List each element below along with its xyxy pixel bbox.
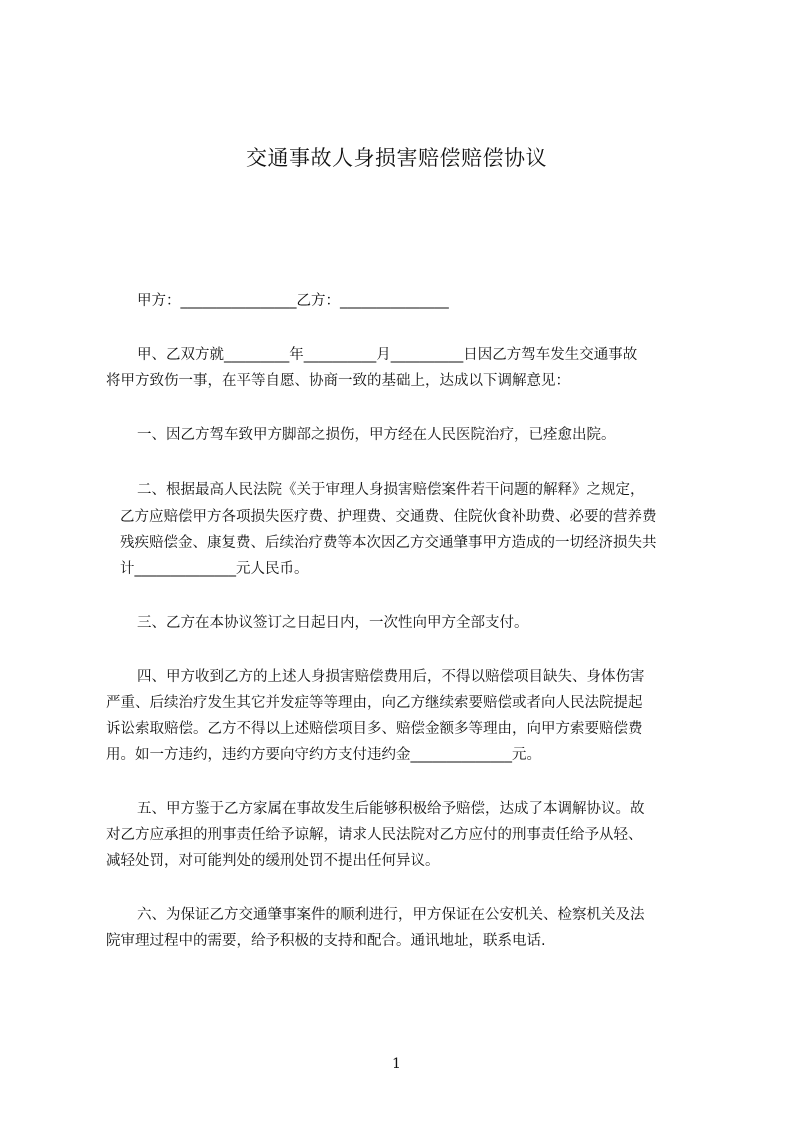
paragraph-1-line-2: 将甲方致伤一事，在平等自愿、协商一致的基础上，达成以下调解意见： — [106, 373, 570, 389]
clause-5-line-3: 减轻处罚，对可能判处的缓刑处罚不提出任何异议。 — [106, 853, 440, 869]
clause-2-line-3: 残疾赔偿金、康复费、后续治疗费等本次因乙方交通肇事甲方造成的一切经济损失共 — [120, 535, 657, 551]
clause-4-line-3: 诉讼索取赔偿。乙方不得以上述赔偿项目多、赔偿金额多等理由，向甲方索要赔偿费 — [106, 721, 643, 737]
document-title: 交通事故人身损害赔偿赔偿协议 — [246, 146, 547, 170]
clause-4-line-1: 四、甲方收到乙方的上述人身损害赔偿费用后，不得以赔偿项目缺失、身体伤害 — [137, 669, 645, 685]
clause-6-line-1: 六、为保证乙方交通肇事案件的顺利进行，甲方保证在公安机关、检察机关及法 — [137, 907, 645, 923]
clause-6-line-2: 院审理过程中的需要，给予积极的支持和配合。通讯地址，联系电话. — [106, 933, 546, 949]
page-number: 1 — [392, 1056, 401, 1072]
clause-5-line-1: 五、甲方鉴于乙方家属在事故发生后能够积极给予赔偿，达成了本调解协议。故 — [137, 801, 645, 817]
paragraph-1-line-1: 甲、乙双方就_________年__________月__________日因乙方驾车发生交通事故 — [137, 347, 638, 363]
clause-1: 一、因乙方驾车致甲方脚部之损伤，甲方经在人民医院治疗，已痊愈出院。 — [137, 427, 616, 443]
clause-5-line-2: 对乙方应承担的刑事责任给予谅解，请求人民法院对乙方应付的刑事责任给予从轻、 — [106, 827, 643, 843]
clause-4-line-4: 用。如一方违约，违约方要向守约方支付违约金______________元。 — [106, 747, 541, 763]
clause-4-line-2: 严重、后续治疗发生其它并发症等等理由，向乙方继续索要赔偿或者向人民法院提起 — [106, 695, 643, 711]
clause-3: 三、乙方在本协议签订之日起日内，一次性向甲方全部支付。 — [137, 615, 529, 631]
clause-2-line-1: 二、根据最高人民法院《关于审理人身损害赔偿案件若干问题的解释》之规定， — [137, 482, 645, 498]
clause-2-line-4: 计______________元人民币。 — [120, 561, 309, 577]
clause-2-line-2: 乙方应赔偿甲方各项损失医疗费、护理费、交通费、住院伙食补助费、必要的营养费 — [120, 509, 657, 525]
parties-line: 甲方：________________乙方：_______________ — [137, 293, 449, 309]
